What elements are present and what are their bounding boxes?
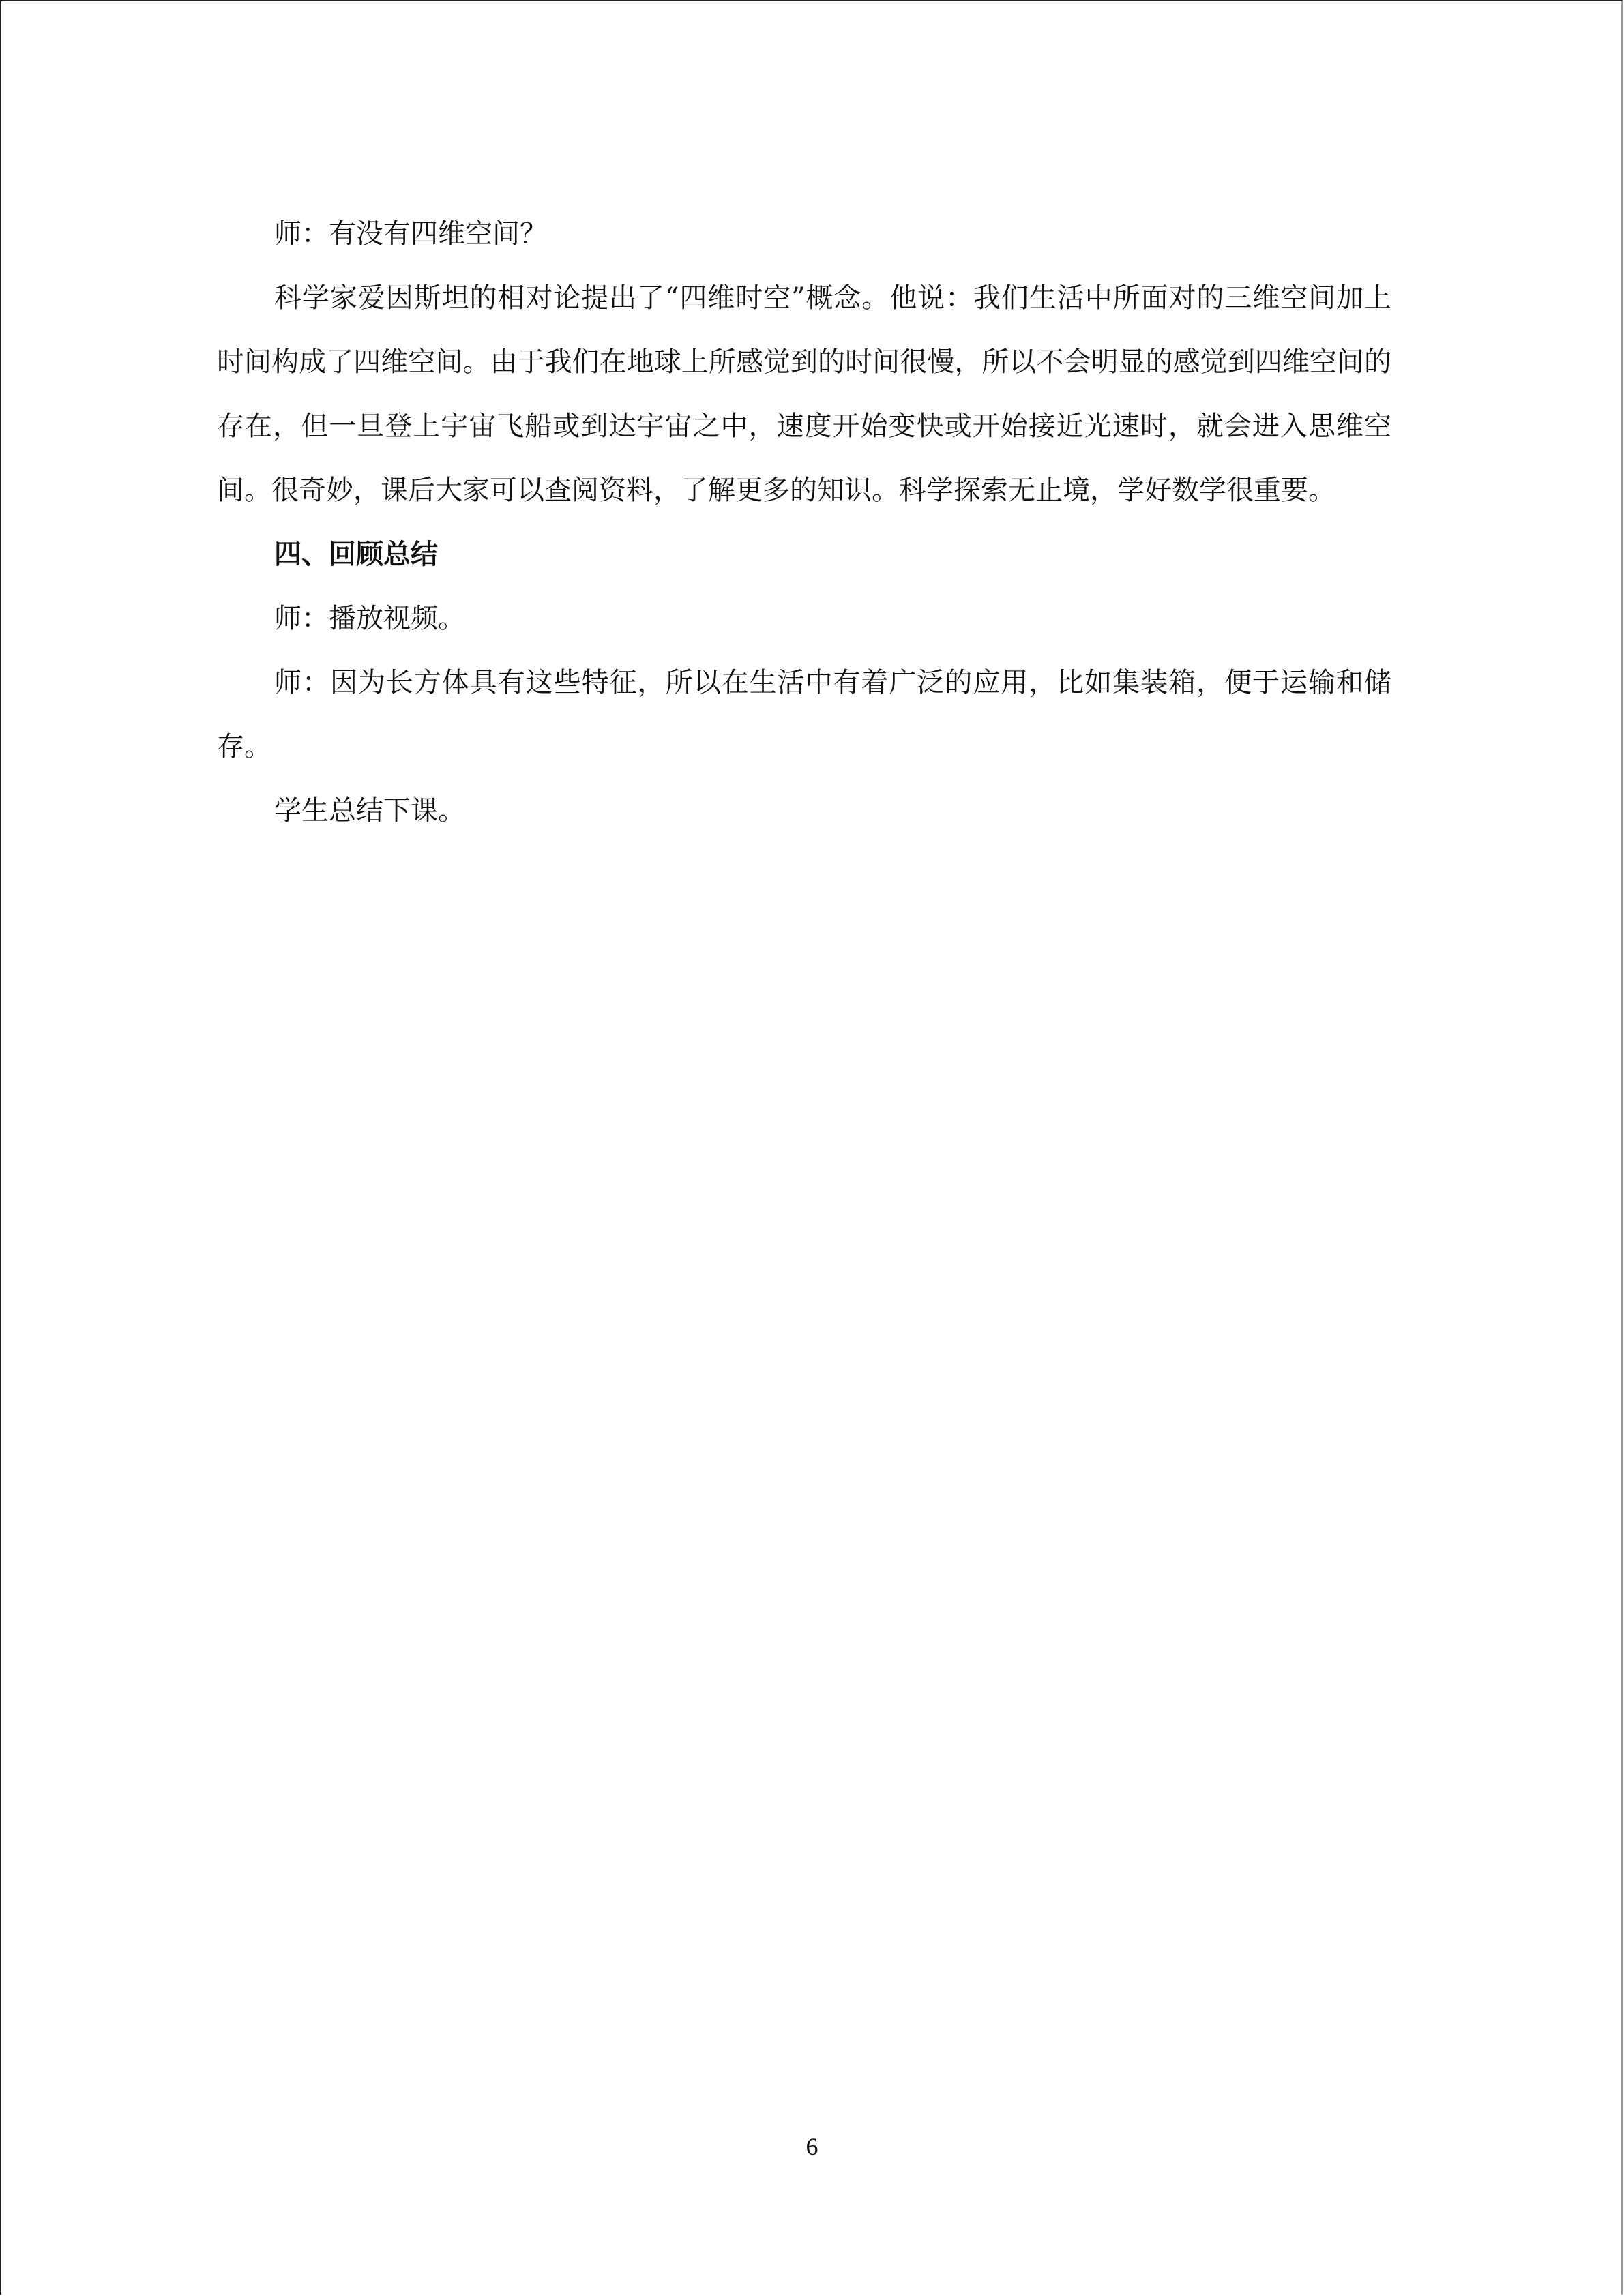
paragraph-class-dismissed: 学生总结下课。 xyxy=(274,795,465,826)
document-body xyxy=(217,202,1391,843)
page-number: 6 xyxy=(806,2133,818,2160)
paragraph-cuboid-application: 师：因为长方体具有这些特征，所以在生活中有着广泛的应用，比如集装箱，便于运输和储存。 xyxy=(217,667,1391,762)
paragraph-play-video: 师：播放视频。 xyxy=(274,603,465,634)
paragraph-einstein-explanation: 科学家爱因斯坦的相对论提出了“四维时空”概念。他说：我们生活中所面对的三维空间加上时间构成了四维空间。由于我们在地球上所感觉到的时间很慢，所以不会明显的感觉到四维空间的存在，但一旦登上宇宙飞船或到达宇宙之中，速度开始变快或开始接近光速时，就会进入思维空间。很奇妙，课后大家可以查阅资料，了解更多的知识。科学探索无止境，学好数学很重要。 xyxy=(217,282,1391,506)
section-heading-review-summary: 四、回顾总结 xyxy=(274,539,438,570)
paragraph-teacher-question: 师：有没有四维空间？ xyxy=(274,218,547,250)
